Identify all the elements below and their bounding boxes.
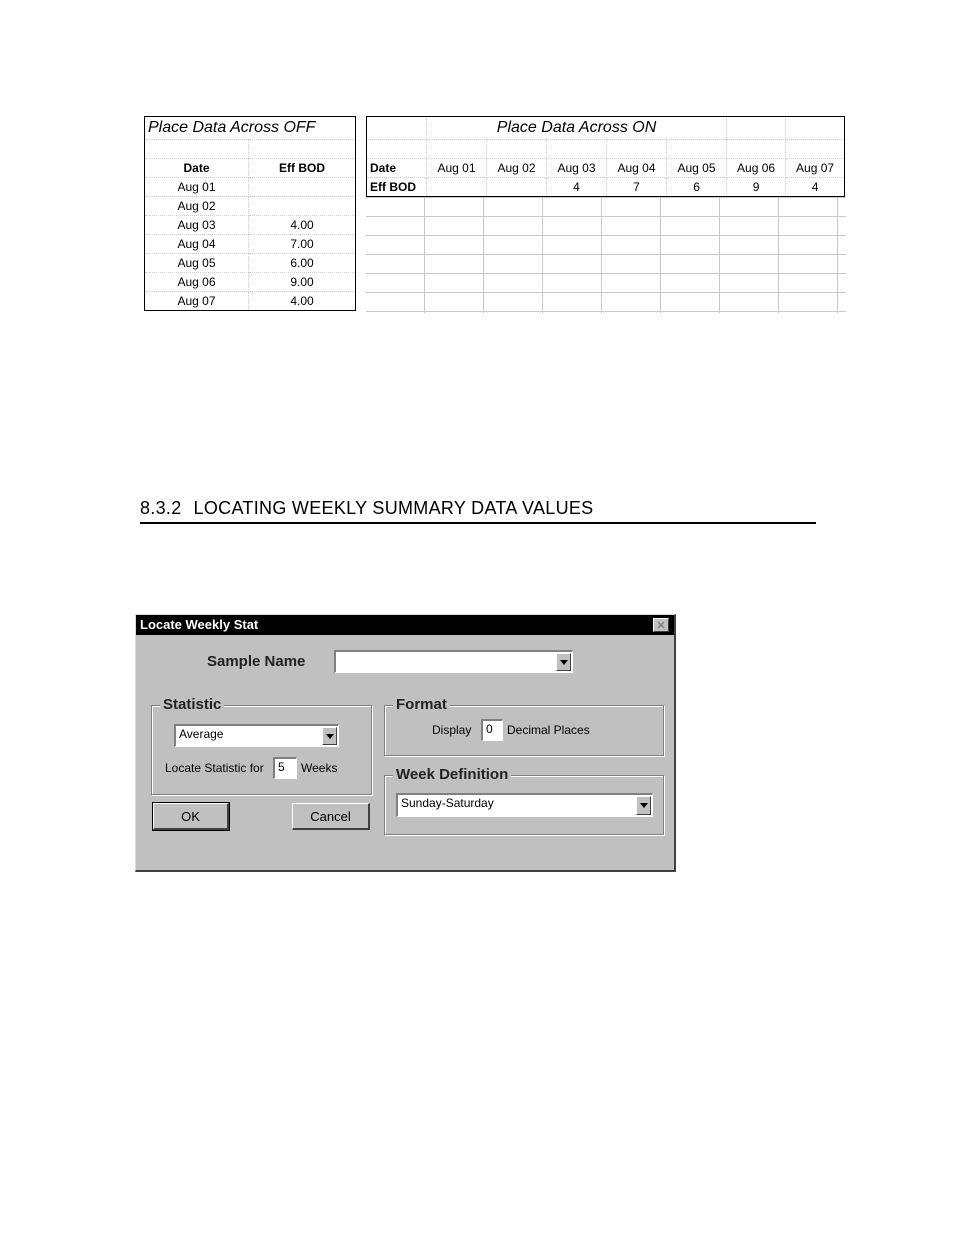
decimal-places-label: Decimal Places — [507, 723, 590, 737]
on-date-cell: Aug 06 — [727, 159, 786, 178]
on-date-cell: Aug 07 — [786, 159, 845, 178]
chevron-down-icon[interactable] — [322, 727, 337, 745]
on-date-cell: Aug 01 — [427, 159, 487, 178]
ok-button-label: OK — [181, 809, 200, 824]
week-definition-group-label: Week Definition — [393, 766, 511, 783]
table-row — [145, 197, 356, 216]
off-date-cell: Aug 01 — [145, 178, 249, 197]
sample-name-label: Sample Name — [207, 653, 306, 670]
off-date-cell: Aug 06 — [145, 273, 249, 292]
off-date-cell: Aug 04 — [145, 235, 249, 254]
off-value-cell: 9.00 — [249, 273, 356, 292]
dialog-title: Locate Weekly Stat — [140, 617, 259, 632]
place-data-across-on-table — [366, 116, 846, 313]
on-value-cell: 7 — [607, 178, 667, 197]
statistic-dropdown[interactable] — [174, 724, 339, 747]
on-date-cell: Aug 03 — [547, 159, 607, 178]
off-value-cell: 4.00 — [249, 292, 356, 311]
empty-grid-area — [366, 197, 846, 313]
section-heading — [140, 498, 816, 524]
weeks-label: Weeks — [301, 761, 338, 775]
off-date-cell: Aug 03 — [145, 216, 249, 235]
chevron-down-icon[interactable] — [556, 653, 571, 671]
cancel-button-label: Cancel — [310, 809, 351, 824]
place-data-across-off-table — [144, 116, 356, 311]
week-definition-dropdown[interactable] — [396, 793, 653, 817]
locate-statistic-label: Locate Statistic for — [165, 761, 264, 775]
off-header-eff-bod: Eff BOD — [249, 159, 356, 178]
statistic-value: Average — [179, 727, 224, 741]
table-row — [145, 254, 356, 273]
cancel-button[interactable] — [292, 803, 370, 830]
sample-name-dropdown[interactable] — [334, 650, 573, 673]
on-date-cell: Aug 05 — [667, 159, 727, 178]
off-table-title: Place Data Across OFF — [148, 119, 316, 136]
off-date-cell: Aug 02 — [145, 197, 249, 216]
off-value-cell: 7.00 — [249, 235, 356, 254]
chevron-down-icon[interactable] — [636, 796, 651, 815]
on-value-cell: 4 — [786, 178, 845, 197]
off-value-cell: 6.00 — [249, 254, 356, 273]
table-row — [145, 235, 356, 254]
locate-weekly-stat-dialog — [135, 614, 676, 872]
week-definition-value: Sunday-Saturday — [401, 796, 494, 810]
ok-button[interactable] — [153, 803, 229, 830]
section-title: LOCATING WEEKLY SUMMARY DATA VALUES — [193, 498, 594, 518]
statistic-group — [151, 696, 372, 795]
decimal-places-value: 0 — [486, 722, 493, 736]
on-value-cell: 6 — [667, 178, 727, 197]
on-value-cell — [427, 178, 487, 197]
display-label: Display — [432, 723, 472, 737]
on-value-cell: 9 — [727, 178, 786, 197]
on-row-label-eff-bod: Eff BOD — [367, 178, 427, 197]
off-date-cell: Aug 05 — [145, 254, 249, 273]
statistic-group-label: Statistic — [160, 696, 224, 713]
on-date-cell: Aug 02 — [487, 159, 547, 178]
table-row — [145, 292, 356, 311]
table-row — [145, 178, 356, 197]
table-row — [145, 273, 356, 292]
dialog-titlebar[interactable] — [136, 615, 674, 635]
on-table-title: Place Data Across ON — [496, 119, 657, 136]
close-icon[interactable]: ✕ — [653, 618, 669, 632]
table-row — [145, 216, 356, 235]
table-row — [367, 178, 845, 197]
weeks-input[interactable] — [273, 757, 297, 779]
decimal-places-input[interactable] — [481, 719, 503, 741]
section-number: 8.3.2 — [140, 498, 182, 518]
on-value-cell: 4 — [547, 178, 607, 197]
table-row — [367, 159, 845, 178]
on-value-cell — [487, 178, 547, 197]
off-value-cell — [249, 197, 356, 216]
on-row-label-date: Date — [367, 159, 427, 178]
weeks-value: 5 — [278, 760, 285, 774]
format-group-label: Format — [393, 696, 450, 713]
off-date-cell: Aug 07 — [145, 292, 249, 311]
on-date-cell: Aug 04 — [607, 159, 667, 178]
off-header-date: Date — [145, 159, 249, 178]
off-value-cell: 4.00 — [249, 216, 356, 235]
off-value-cell — [249, 178, 356, 197]
